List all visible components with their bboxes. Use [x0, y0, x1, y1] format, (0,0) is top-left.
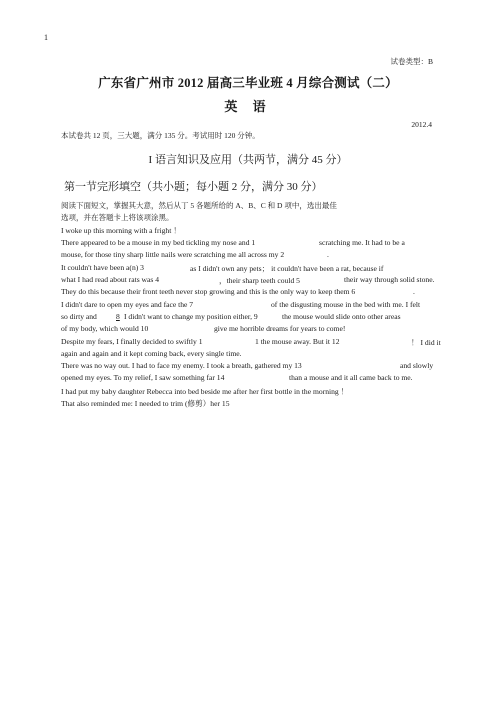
passage-text: opened my eyes. To my relief, I saw something far 14: [61, 373, 225, 382]
passage-text: There was no way out. I had to face my enemy. I took a breath, gathered my 13: [61, 361, 302, 370]
passage-paragraph-8: That also reminded me: I needed to trim (修剪）her 15: [61, 399, 230, 408]
exam-title: 广东省广州市 2012 届高三毕业班 4 月综合测试（二）: [98, 76, 398, 90]
passage-text: the mouse would slide onto other areas: [282, 312, 401, 321]
passage-text: mouse, for those tiny sharp little nails were scratching me all across my 2: [61, 250, 285, 259]
part-title: I 语言知识及应用（共两节，满分 45 分）: [148, 154, 348, 166]
subject-heading: 英 语: [224, 99, 272, 114]
passage-text: what I had read about rats was 4: [61, 275, 160, 284]
passage-text: There appeared to be a mouse in my bed tickling my nose and 1: [61, 238, 256, 247]
passage-text: I didn't want to change my position either, 9: [124, 312, 258, 321]
passage-text: ，their sharp teeth could 5: [219, 276, 300, 285]
passage-paragraph-1: I woke up this morning with a fright ！: [61, 226, 181, 235]
passage-paragraph-7: I had put my baby daughter Rebecca into bed beside me after her first bottle in the morning ！: [61, 387, 349, 396]
passage-text: as I didn't own any pets； it couldn't have been a rat, because if: [190, 264, 384, 273]
exam-info: 本试卷共 12 页，三大题，满分 135 分。考试用时 120 分钟。: [61, 131, 260, 140]
passage-text: than a mouse and it all came back to me.: [289, 373, 413, 382]
section-title: 第一节完形填空（共小题；每小题 2 分，满分 30 分）: [64, 181, 323, 193]
passage-text: and slowly: [400, 361, 434, 370]
passage-text: so dirty and: [61, 312, 97, 321]
passage-text: ！ I did it: [411, 338, 441, 347]
exam-date: 2012.4: [411, 120, 432, 129]
passage-text: their way through solid stone.: [344, 275, 435, 284]
passage-text: I didn't dare to open my eyes and face the 7: [61, 300, 194, 309]
directions-line-2: 选项，并在答题卡上将该项涂黑。: [61, 213, 174, 222]
passage-text: They do this because their front teeth never stop growing and this is the only way to keep them 6: [61, 287, 356, 296]
paper-type-label: 试卷类型：B: [390, 57, 433, 66]
passage-text: of my body, which would 10: [61, 324, 149, 333]
passage-text: Despite my fears, I finally decided to swiftly 1: [61, 337, 203, 346]
passage-text: .: [327, 250, 329, 259]
passage-text: scratching me. It had to be a: [319, 238, 405, 247]
page-number: 1: [44, 33, 48, 42]
passage-text: It couldn't have been a(n) 3: [61, 263, 144, 272]
directions-line-1: 阅读下面短文，掌握其大意，然后从丁 5 各题所给的 A、B、C 和 D 项中，选出最佳: [61, 201, 337, 210]
passage-text: give me horrible dreams for years to come!: [214, 324, 346, 333]
passage-text: 1 the mouse away. But it 12: [255, 337, 340, 346]
passage-text: .: [413, 287, 415, 296]
passage-text: of the disgusting mouse in the bed with me. I felt: [271, 300, 421, 309]
passage-text: again and again and it kept coming back, every single time.: [61, 349, 242, 358]
passage-text: 8: [116, 312, 120, 321]
